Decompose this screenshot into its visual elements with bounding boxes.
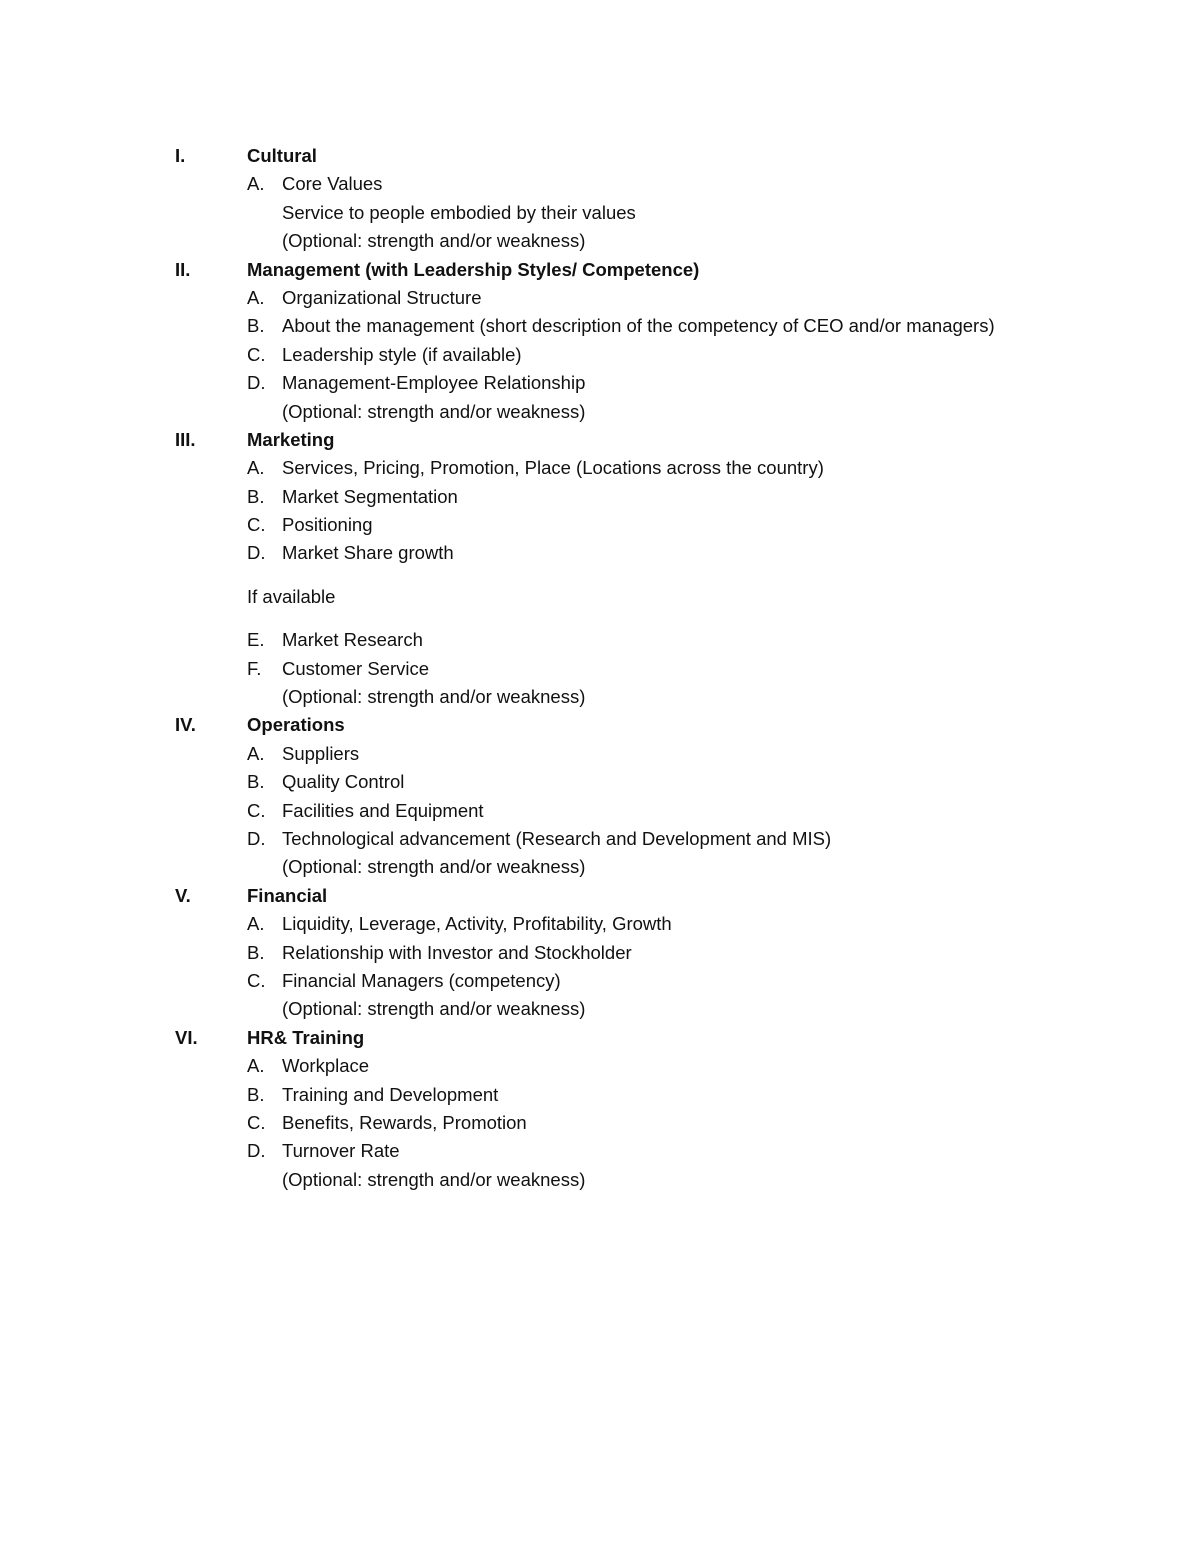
item-letter: E. bbox=[247, 629, 265, 651]
item-letter: A. bbox=[247, 742, 265, 764]
list-item bbox=[175, 1081, 1115, 1109]
section-heading bbox=[175, 426, 1115, 454]
section-numeral: V. bbox=[175, 884, 191, 906]
list-item bbox=[175, 1109, 1115, 1137]
section-heading bbox=[175, 256, 1115, 284]
list-item bbox=[175, 910, 1115, 938]
note-line bbox=[175, 398, 1115, 426]
list-item bbox=[175, 454, 1115, 482]
list-item bbox=[175, 1052, 1115, 1080]
item-text: Relationship with Investor and Stockholder bbox=[282, 941, 632, 963]
item-letter: D. bbox=[247, 542, 266, 564]
item-text: Benefits, Rewards, Promotion bbox=[282, 1111, 527, 1133]
note-line bbox=[175, 199, 1115, 227]
section-title: Operations bbox=[247, 714, 345, 736]
item-text: Workplace bbox=[282, 1055, 370, 1077]
list-item bbox=[175, 483, 1115, 511]
item-letter: A. bbox=[247, 1055, 265, 1077]
item-letter: F. bbox=[247, 657, 262, 679]
item-text: Turnover Rate bbox=[282, 1140, 400, 1162]
item-text: Organizational Structure bbox=[282, 286, 482, 308]
section-title: HR& Training bbox=[247, 1026, 365, 1048]
outline bbox=[175, 142, 1115, 1194]
item-text: Facilities and Equipment bbox=[282, 799, 484, 821]
subnote-line bbox=[175, 583, 1115, 611]
note-text: (Optional: strength and/or weakness) bbox=[282, 1168, 586, 1190]
item-letter: B. bbox=[247, 315, 265, 337]
item-letter: D. bbox=[247, 372, 266, 394]
list-item bbox=[175, 1137, 1115, 1165]
item-text: Leadership style (if available) bbox=[282, 343, 522, 365]
section-title: Financial bbox=[247, 884, 328, 906]
note-line bbox=[175, 995, 1115, 1023]
item-text: Training and Development bbox=[282, 1083, 499, 1105]
list-item bbox=[175, 967, 1115, 995]
item-letter: B. bbox=[247, 941, 265, 963]
list-item bbox=[175, 626, 1115, 654]
section-numeral: III. bbox=[175, 428, 196, 450]
list-item bbox=[175, 939, 1115, 967]
list-item bbox=[175, 655, 1115, 683]
note-text: (Optional: strength and/or weakness) bbox=[282, 686, 586, 708]
item-letter: C. bbox=[247, 1111, 266, 1133]
section-title: Cultural bbox=[247, 145, 317, 166]
item-text: Suppliers bbox=[282, 742, 360, 764]
section-title: Management (with Leadership Styles/ Competence) bbox=[247, 258, 700, 280]
list-item bbox=[175, 341, 1115, 369]
item-letter: A. bbox=[247, 457, 265, 479]
section-heading bbox=[175, 1024, 1115, 1052]
item-text: Management-Employee Relationship bbox=[282, 372, 586, 394]
item-letter: C. bbox=[247, 343, 266, 365]
list-item bbox=[175, 825, 1115, 853]
item-text: Liquidity, Leverage, Activity, Profitability, Growth bbox=[282, 913, 672, 935]
item-text: Financial Managers (competency) bbox=[282, 969, 561, 991]
note-line bbox=[175, 1166, 1115, 1194]
item-text: Core Values bbox=[282, 173, 383, 195]
list-item bbox=[175, 312, 1115, 340]
list-item bbox=[175, 170, 1115, 198]
list-item bbox=[175, 740, 1115, 768]
item-letter: C. bbox=[247, 514, 266, 536]
note-text: Service to people embodied by their values bbox=[282, 201, 636, 223]
item-text: Positioning bbox=[282, 514, 373, 536]
item-text: Customer Service bbox=[282, 657, 430, 679]
section-heading bbox=[175, 711, 1115, 739]
item-letter: B. bbox=[247, 1083, 265, 1105]
list-item bbox=[175, 539, 1115, 567]
item-letter: A. bbox=[247, 286, 265, 308]
list-item bbox=[175, 284, 1115, 312]
item-letter: A. bbox=[247, 173, 265, 195]
section-numeral: II. bbox=[175, 258, 191, 280]
item-letter: D. bbox=[247, 1140, 266, 1162]
item-text: About the management (short description of the competency of CEO and/or managers) bbox=[282, 315, 995, 337]
note-text: (Optional: strength and/or weakness) bbox=[282, 998, 586, 1020]
item-text: Services, Pricing, Promotion, Place (Locations across the country) bbox=[282, 457, 824, 479]
item-text: Market Share growth bbox=[282, 542, 454, 564]
note-text: (Optional: strength and/or weakness) bbox=[282, 400, 586, 422]
item-letter: C. bbox=[247, 969, 266, 991]
note-text: (Optional: strength and/or weakness) bbox=[282, 856, 586, 878]
item-text: Market Research bbox=[282, 629, 423, 651]
section-heading bbox=[175, 882, 1115, 910]
section-title: Marketing bbox=[247, 428, 335, 450]
section-numeral: IV. bbox=[175, 714, 196, 736]
item-letter: C. bbox=[247, 799, 266, 821]
list-item bbox=[175, 768, 1115, 796]
list-item bbox=[175, 369, 1115, 397]
list-item bbox=[175, 511, 1115, 539]
item-letter: A. bbox=[247, 913, 265, 935]
item-text: Technological advancement (Research and Development and MIS) bbox=[282, 827, 832, 849]
note-line bbox=[175, 853, 1115, 881]
list-item bbox=[175, 797, 1115, 825]
section-numeral: VI. bbox=[175, 1026, 198, 1048]
item-text: Market Segmentation bbox=[282, 485, 458, 507]
subnote-text: If available bbox=[247, 585, 336, 607]
item-text: Quality Control bbox=[282, 771, 405, 793]
section-numeral: I. bbox=[175, 145, 186, 166]
note-line bbox=[175, 683, 1115, 711]
item-letter: B. bbox=[247, 771, 265, 793]
section-heading bbox=[175, 142, 1115, 170]
note-line bbox=[175, 227, 1115, 255]
note-text: (Optional: strength and/or weakness) bbox=[282, 230, 586, 252]
item-letter: D. bbox=[247, 827, 266, 849]
item-letter: B. bbox=[247, 485, 265, 507]
